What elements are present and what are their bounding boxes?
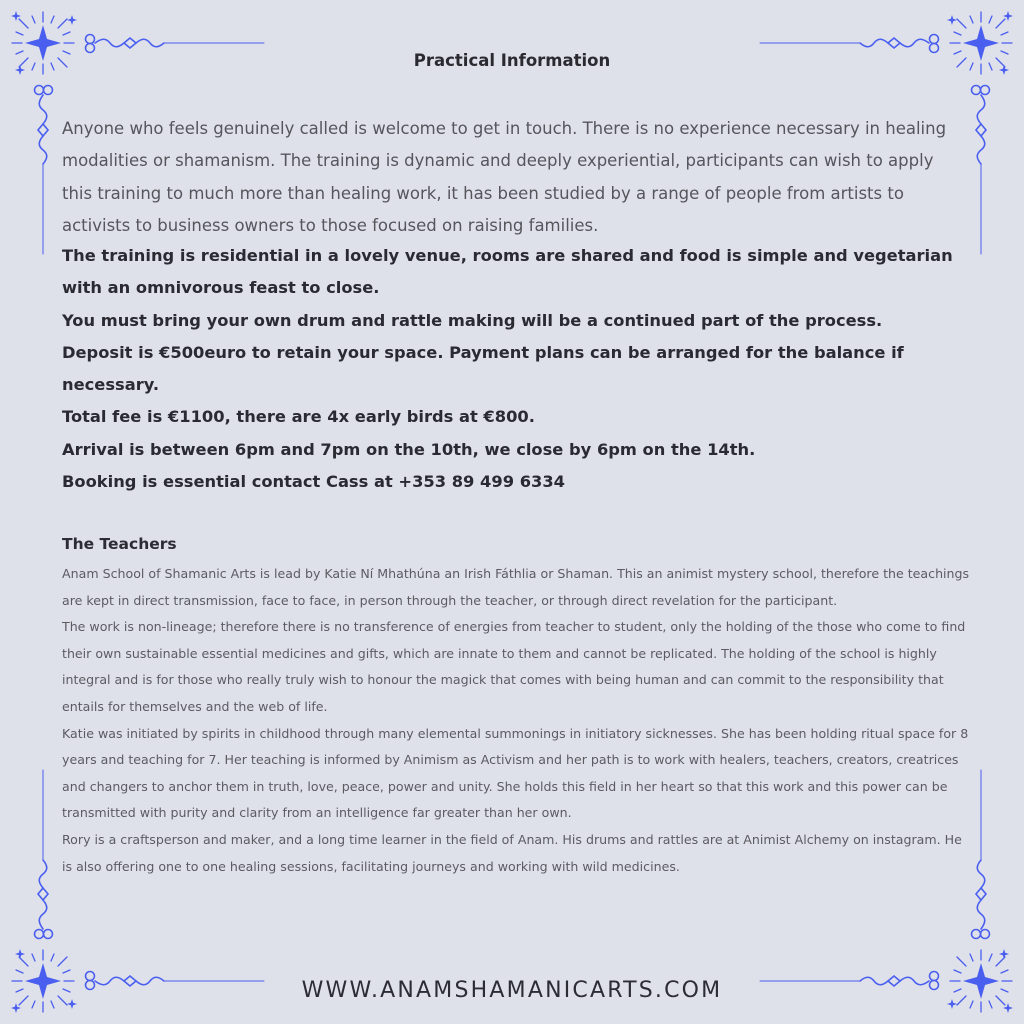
detail-deposit: Deposit is €500euro to retain your space. Payment plans can be arranged for the balance if necessary.	[62, 342, 904, 395]
teachers-paragraph: Katie was initiated by spirits in childhood through many elemental summonings in initiatory sicknesses. She has been holding ritual space for 8 years and teaching for 7. Her teaching is informed by Animism as Activism and her path is to work with healers, teachers, creators, creatrices and changers to anchor them in truth, love, peace, power and unity. She holds this field in her heart so that this work and this power can be transmitted with purity and clarity from an intelligence far greater than her own.	[62, 725, 969, 821]
teachers-paragraph: Anam School of Shamanic Arts is lead by Katie Ní Mhathúna an Irish Fáthlia or Shaman. This an animist mystery school, therefore the teachings are kept in direct transmission, face to face, in person through the teacher, or through direct revelation for the participant.	[62, 566, 970, 608]
detail-residential: The training is residential in a lovely venue, rooms are shared and food is simple and vegetarian with an omnivorous feast to close.	[62, 246, 953, 298]
teachers-section	[62, 561, 972, 880]
detail-drum: You must bring your own drum and rattle making will be a continued part of the process.	[62, 310, 883, 330]
detail-booking: Booking is essential contact Cass at +353 89 499 6334	[62, 472, 566, 492]
detail-fee: Total fee is €1100, there are 4x early birds at €800.	[62, 407, 535, 427]
detail-arrival: Arrival is between 6pm and 7pm on the 10th, we close by 6pm on the 14th.	[62, 439, 756, 459]
teachers-paragraph: Rory is a craftsperson and maker, and a long time learner in the field of Anam. His drums and rattles are at Animist Alchemy on instagram. He is also offering one to one healing sessions, facilitating journeys and working with wild medicines.	[62, 831, 962, 874]
page-title: Practical Information	[413, 51, 611, 70]
scroll-flourish-icon	[86, 35, 265, 53]
intro-paragraph: Anyone who feels genuinely called is welcome to get in touch. There is no experience necessary in healing modalities or shamanism. The training is dynamic and deeply experiential, participants can wish to apply this training to much more than healing work, it has been studied by a range of people from artists to activists to business owners to those focused on raising families.	[62, 119, 947, 235]
website-url: WWW.ANAMSHAMANICARTS.COM	[301, 978, 723, 1003]
teachers-heading: The Teachers	[62, 535, 177, 553]
teachers-paragraph: The work is non-lineage; therefore there is no transference of energies from teacher to student, only the holding of the those who come to find their own sustainable essential medicines and gifts, which are innate to them and cannot be replicated. The holding of the school is highly integral and is for those who really truly wish to honour the magick that comes with being human and can commit to the responsibility that entails for themselves and the web of life.	[62, 619, 966, 714]
practical-details	[62, 240, 962, 498]
